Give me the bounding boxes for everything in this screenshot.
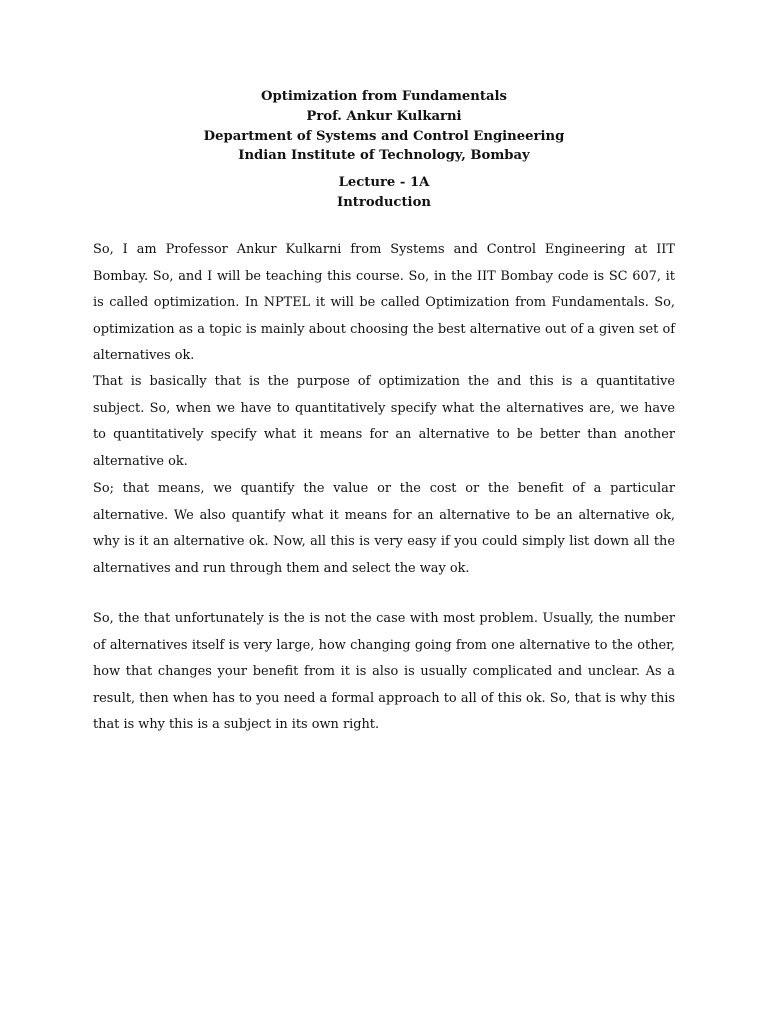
lecture-heading (0, 173, 768, 213)
course-title: Optimization from Fundamentals (261, 89, 507, 104)
professor-name: Prof. Ankur Kulkarni (306, 108, 462, 124)
lecture-number: Lecture - 1A (338, 175, 430, 190)
paragraph: That is basically that is the purpose of optimization the and this is a quantitative subject. So, when we have to quantitatively specify what the alternatives are, we have to quantitatively specify what it means for an alternative to be better than another alternative ok. (93, 374, 675, 469)
paragraph: So; that means, we quantify the value or the cost or the benefit of a particular alternative. We also quantify what it means for an alternative to be an alternative ok, why is it an alternative ok. Now, all this is very easy if you could simply list down all the alternatives and run through them and select the way ok. (93, 481, 675, 576)
document-header (0, 87, 768, 166)
paragraph: So, the that unfortunately is the is not the case with most problem. Usually, the number of alternatives itself is very large, how changing going from one alternative to the other, how that changes your benefit from it is also is usually complicated and unclear. As a result, then when has to you need a formal approach to all of this ok. So, that is why this that is why this is a subject in its own right. (93, 611, 675, 733)
institute-name: Indian Institute of Technology, Bombay (238, 148, 530, 164)
lecture-title: Introduction (337, 194, 431, 210)
paragraph: So, I am Professor Ankur Kulkarni from Systems and Control Engineering at IIT Bombay. So, and I will be teaching this course. So, in the IIT Bombay code is SC 607, it is called optimization. In NPTEL it will be called Optimization from Fundamentals. So, optimization as a topic is mainly about choosing the best alternative out of a given set of alternatives ok. (93, 242, 675, 364)
department-name: Department of Systems and Control Engineering (203, 128, 565, 144)
